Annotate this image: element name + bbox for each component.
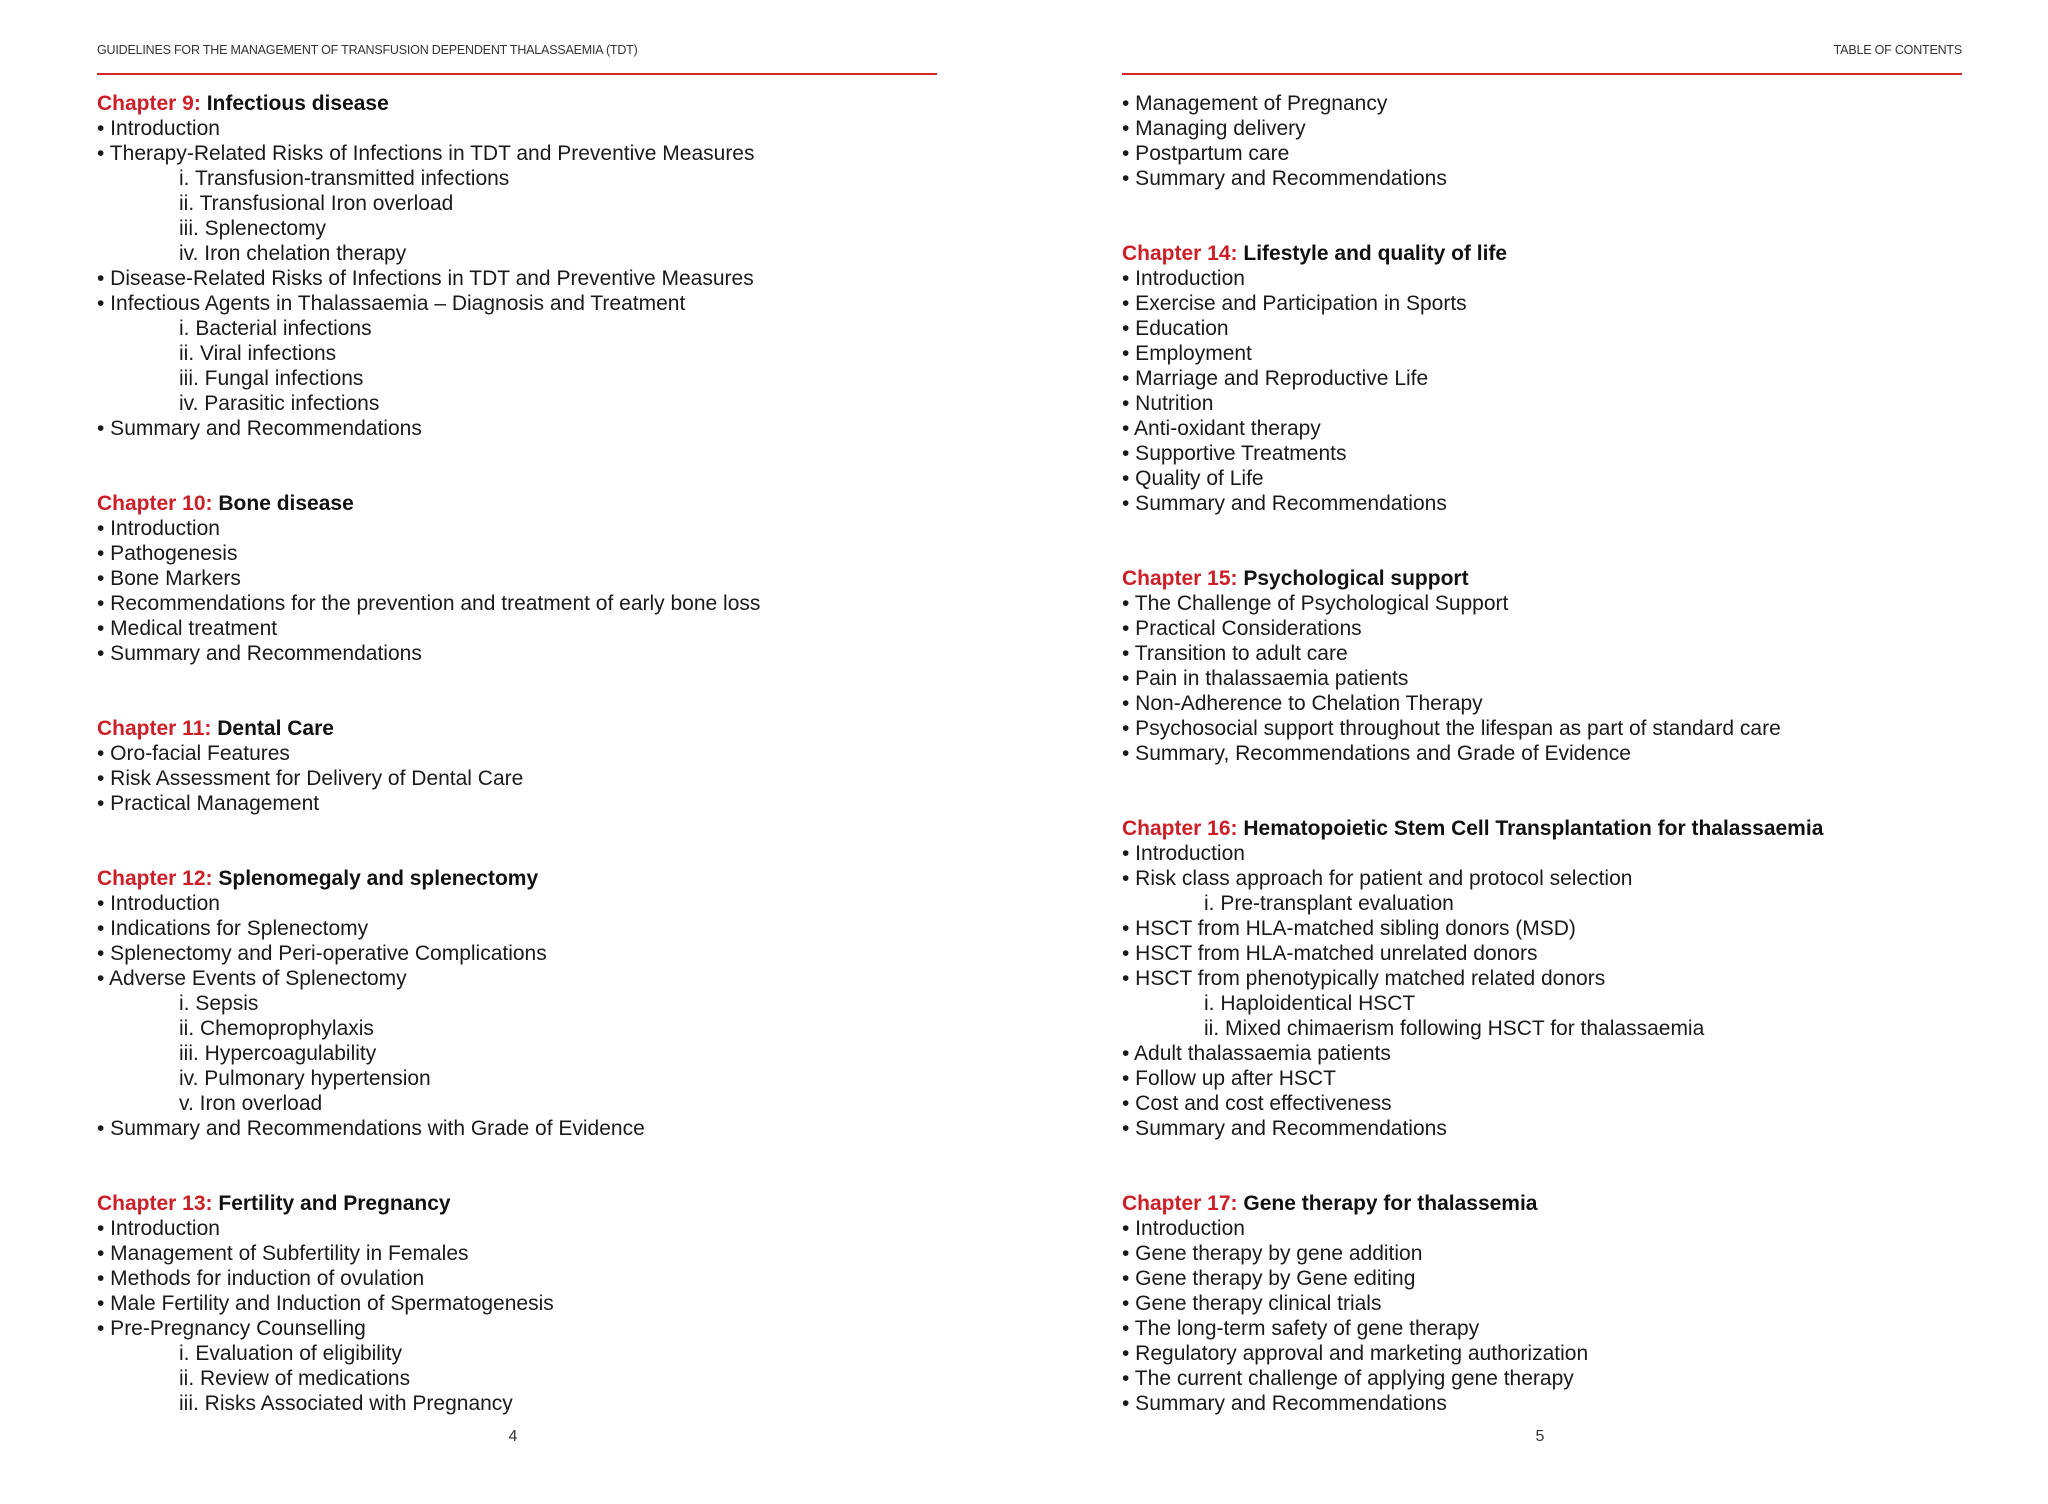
toc-subentry: i. Sepsis bbox=[179, 992, 259, 1015]
chapter-number: Chapter 11: bbox=[97, 717, 212, 740]
section-spacer bbox=[97, 1141, 937, 1191]
toc-entry: • The current challenge of applying gene therapy bbox=[1122, 1367, 1574, 1390]
toc-subentry: iii. Hypercoagulability bbox=[179, 1042, 377, 1065]
chapter-title: Lifestyle and quality of life bbox=[1243, 242, 1508, 265]
toc-subentry: ii. Viral infections bbox=[179, 342, 337, 365]
toc-entry: • Marriage and Reproductive Life bbox=[1122, 367, 1429, 390]
toc-entry: • Psychosocial support throughout the lifespan as part of standard care bbox=[1122, 717, 1781, 740]
chapter-number: Chapter 13: bbox=[97, 1192, 213, 1215]
toc-entry: • Cost and cost effectiveness bbox=[1122, 1092, 1392, 1115]
toc-entry: • The long-term safety of gene therapy bbox=[1122, 1317, 1480, 1340]
section-spacer bbox=[97, 816, 937, 866]
toc-subentry: iv. Pulmonary hypertension bbox=[179, 1067, 431, 1090]
toc-entry: • Transition to adult care bbox=[1122, 642, 1348, 665]
toc-entry: • Follow up after HSCT bbox=[1122, 1067, 1336, 1090]
chapter-title: Hematopoietic Stem Cell Transplantation for thalassaemia bbox=[1243, 817, 1824, 840]
chapter-title: Psychological support bbox=[1243, 567, 1469, 590]
chapter-number: Chapter 15: bbox=[1122, 567, 1238, 590]
toc-subentry: i. Evaluation of eligibility bbox=[179, 1342, 402, 1365]
toc-subentry: iii. Fungal infections bbox=[179, 367, 364, 390]
left-page bbox=[97, 0, 937, 1504]
toc-entry: • Pre-Pregnancy Counselling bbox=[97, 1317, 366, 1340]
toc-subentry: iv. Parasitic infections bbox=[179, 392, 380, 415]
header-rule bbox=[97, 73, 937, 75]
toc-entry: • Regulatory approval and marketing authorization bbox=[1122, 1342, 1589, 1365]
toc-entry: • Introduction bbox=[97, 1217, 220, 1240]
chapter-number: Chapter 16: bbox=[1122, 817, 1238, 840]
toc-entry: • Gene therapy by Gene editing bbox=[1122, 1267, 1416, 1290]
toc-entry: • Introduction bbox=[97, 117, 220, 140]
toc-subentry: i. Transfusion-transmitted infections bbox=[179, 167, 510, 190]
toc-entry: • Summary, Recommendations and Grade of Evidence bbox=[1122, 742, 1631, 765]
toc-entry: • Managing delivery bbox=[1122, 117, 1306, 140]
toc-entry: • Management of Pregnancy bbox=[1122, 92, 1388, 115]
chapter-number: Chapter 9: bbox=[97, 92, 201, 115]
section-spacer bbox=[1122, 191, 1962, 241]
toc-subentry: i. Haploidentical HSCT bbox=[1204, 992, 1416, 1015]
table-of-contents-left bbox=[97, 91, 937, 1416]
header-rule bbox=[1122, 73, 1962, 75]
toc-entry: • Practical Considerations bbox=[1122, 617, 1362, 640]
toc-entry: • Supportive Treatments bbox=[1122, 442, 1347, 465]
chapter-heading bbox=[1122, 1191, 1962, 1216]
toc-entry: • Anti-oxidant therapy bbox=[1122, 417, 1321, 440]
chapter-number: Chapter 10: bbox=[97, 492, 213, 515]
toc-entry: • Introduction bbox=[97, 517, 220, 540]
chapter-title: Dental Care bbox=[217, 717, 334, 740]
chapter-number: Chapter 12: bbox=[97, 867, 213, 890]
table-of-contents-right bbox=[1122, 91, 1962, 1416]
toc-entry: • Summary and Recommendations bbox=[1122, 167, 1447, 190]
chapter-title: Gene therapy for thalassemia bbox=[1243, 1192, 1538, 1215]
toc-entry: • Practical Management bbox=[97, 792, 320, 815]
toc-subentry: ii. Mixed chimaerism following HSCT for thalassaemia bbox=[1204, 1017, 1705, 1040]
section-spacer bbox=[1122, 766, 1962, 816]
page-number: 4 bbox=[508, 1428, 518, 1445]
toc-entry: • Postpartum care bbox=[1122, 142, 1290, 165]
toc-entry: • Indications for Splenectomy bbox=[97, 917, 369, 940]
toc-entry: • Nutrition bbox=[1122, 392, 1214, 415]
toc-entry: • Introduction bbox=[97, 892, 220, 915]
toc-entry: • Introduction bbox=[1122, 267, 1245, 290]
toc-entry: • Introduction bbox=[1122, 842, 1245, 865]
section-spacer bbox=[97, 441, 937, 491]
toc-entry: • Gene therapy by gene addition bbox=[1122, 1242, 1423, 1265]
toc-subentry: iii. Risks Associated with Pregnancy bbox=[179, 1392, 513, 1415]
chapter-number: Chapter 14: bbox=[1122, 242, 1238, 265]
toc-entry: • Risk Assessment for Delivery of Dental Care bbox=[97, 767, 524, 790]
toc-entry: • Disease-Related Risks of Infections in TDT and Preventive Measures bbox=[97, 267, 754, 290]
toc-entry: • Summary and Recommendations bbox=[97, 642, 422, 665]
toc-entry: • Recommendations for the prevention and treatment of early bone loss bbox=[97, 592, 761, 615]
toc-entry: • HSCT from phenotypically matched related donors bbox=[1122, 967, 1606, 990]
toc-entry: • Introduction bbox=[1122, 1217, 1245, 1240]
right-page bbox=[1122, 0, 1962, 1504]
toc-entry: • Summary and Recommendations bbox=[1122, 1392, 1447, 1415]
toc-entry: • Adult thalassaemia patients bbox=[1122, 1042, 1391, 1065]
toc-entry: • Therapy-Related Risks of Infections in TDT and Preventive Measures bbox=[97, 142, 755, 165]
running-head: GUIDELINES FOR THE MANAGEMENT OF TRANSFUSION DEPENDENT THALASSAEMIA (TDT) bbox=[97, 43, 638, 57]
toc-entry: • Pain in thalassaemia patients bbox=[1122, 667, 1409, 690]
chapter-heading bbox=[97, 1191, 937, 1216]
toc-subentry: ii. Transfusional Iron overload bbox=[179, 192, 454, 215]
page-number: 5 bbox=[1535, 1428, 1545, 1445]
toc-entry: • Education bbox=[1122, 317, 1229, 340]
chapter-heading bbox=[1122, 241, 1962, 266]
toc-subentry: iv. Iron chelation therapy bbox=[179, 242, 407, 265]
toc-subentry: i. Bacterial infections bbox=[179, 317, 372, 340]
toc-entry: • Pathogenesis bbox=[97, 542, 238, 565]
toc-subentry: ii. Review of medications bbox=[179, 1367, 411, 1390]
toc-entry: • Oro-facial Features bbox=[97, 742, 290, 765]
toc-entry: • Medical treatment bbox=[97, 617, 278, 640]
toc-entry: • Adverse Events of Splenectomy bbox=[97, 967, 407, 990]
toc-entry: • Management of Subfertility in Females bbox=[97, 1242, 469, 1265]
chapter-heading bbox=[1122, 816, 1962, 841]
chapter-heading bbox=[97, 866, 937, 891]
toc-entry: • HSCT from HLA-matched unrelated donors bbox=[1122, 942, 1538, 965]
toc-entry: • Methods for induction of ovulation bbox=[97, 1267, 425, 1290]
chapter-number: Chapter 17: bbox=[1122, 1192, 1238, 1215]
chapter-heading bbox=[97, 91, 937, 116]
section-spacer bbox=[1122, 516, 1962, 566]
toc-entry: • HSCT from HLA-matched sibling donors (MSD) bbox=[1122, 917, 1576, 940]
toc-entry: • Risk class approach for patient and protocol selection bbox=[1122, 867, 1633, 890]
section-spacer bbox=[97, 666, 937, 716]
chapter-heading bbox=[97, 491, 937, 516]
running-head: TABLE OF CONTENTS bbox=[1833, 43, 1962, 57]
chapter-title: Fertility and Pregnancy bbox=[218, 1192, 451, 1215]
chapter-heading bbox=[1122, 566, 1962, 591]
chapter-title: Bone disease bbox=[218, 492, 354, 515]
toc-entry: • Quality of Life bbox=[1122, 467, 1264, 490]
toc-entry: • Summary and Recommendations bbox=[1122, 492, 1447, 515]
toc-subentry: i. Pre-transplant evaluation bbox=[1204, 892, 1454, 915]
toc-subentry: iii. Splenectomy bbox=[179, 217, 327, 240]
chapter-title: Splenomegaly and splenectomy bbox=[218, 867, 539, 890]
toc-entry: • Summary and Recommendations bbox=[97, 417, 422, 440]
toc-entry: • Male Fertility and Induction of Spermatogenesis bbox=[97, 1292, 554, 1315]
toc-entry: • Splenectomy and Peri-operative Complications bbox=[97, 942, 547, 965]
toc-entry: • Summary and Recommendations bbox=[1122, 1117, 1447, 1140]
toc-subentry: v. Iron overload bbox=[179, 1092, 323, 1115]
toc-entry: • Bone Markers bbox=[97, 567, 241, 590]
toc-entry: • Non-Adherence to Chelation Therapy bbox=[1122, 692, 1483, 715]
chapter-heading bbox=[97, 716, 937, 741]
toc-entry: • The Challenge of Psychological Support bbox=[1122, 592, 1509, 615]
section-spacer bbox=[1122, 1141, 1962, 1191]
toc-subentry: ii. Chemoprophylaxis bbox=[179, 1017, 374, 1040]
toc-entry: • Infectious Agents in Thalassaemia – Diagnosis and Treatment bbox=[97, 292, 686, 315]
toc-entry: • Exercise and Participation in Sports bbox=[1122, 292, 1467, 315]
toc-entry: • Employment bbox=[1122, 342, 1252, 365]
chapter-title: Infectious disease bbox=[206, 92, 389, 115]
toc-entry: • Gene therapy clinical trials bbox=[1122, 1292, 1382, 1315]
toc-entry: • Summary and Recommendations with Grade of Evidence bbox=[97, 1117, 645, 1140]
